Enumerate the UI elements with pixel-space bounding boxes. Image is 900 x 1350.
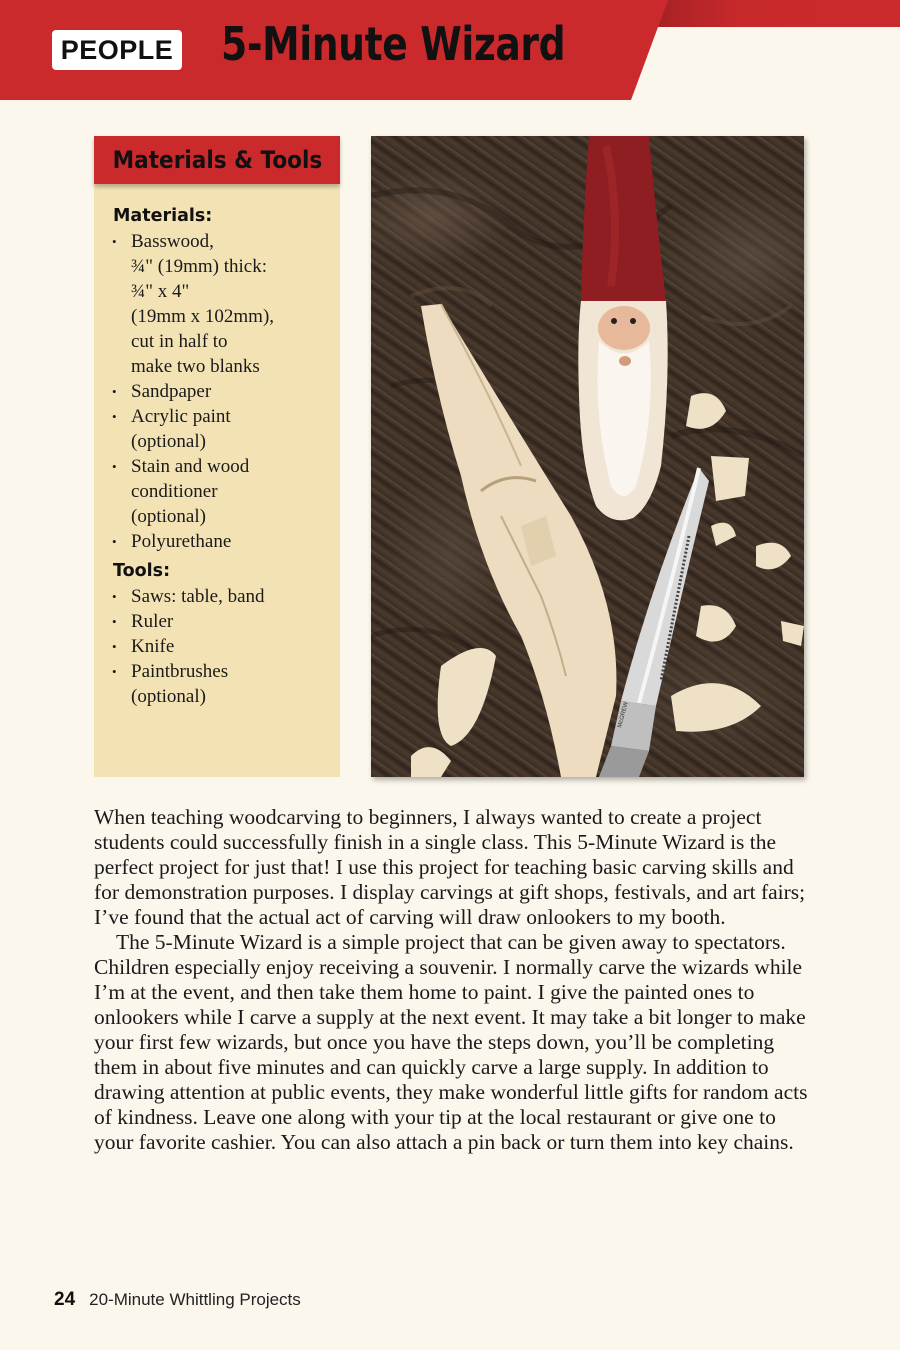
knife-imprint: McGREW bbox=[617, 701, 630, 729]
list-item bbox=[113, 634, 333, 659]
list-item bbox=[113, 609, 333, 634]
list-item-line: conditioner bbox=[131, 481, 218, 502]
materials-heading: Materials: bbox=[113, 206, 213, 226]
materials-tools-content bbox=[113, 204, 333, 709]
list-item-line: Polyurethane bbox=[131, 531, 232, 552]
list-item bbox=[113, 404, 333, 454]
bullet-icon: • bbox=[112, 384, 117, 399]
materials-list bbox=[113, 229, 333, 554]
book-title: 20-Minute Whittling Projects bbox=[89, 1290, 301, 1309]
list-item-line: cut in half to bbox=[131, 331, 228, 352]
tools-list bbox=[113, 584, 333, 709]
list-item-line: (optional) bbox=[131, 506, 206, 527]
article-body bbox=[94, 805, 809, 1155]
painted-wizard-carving bbox=[578, 136, 667, 520]
list-item-line: Knife bbox=[131, 636, 175, 657]
list-item bbox=[113, 229, 333, 379]
bullet-icon: • bbox=[112, 664, 117, 679]
list-item bbox=[113, 454, 333, 529]
list-item-line: make two blanks bbox=[131, 356, 260, 377]
list-item-line: Basswood, bbox=[131, 231, 214, 252]
section-badge: PEOPLE bbox=[52, 30, 182, 70]
list-item-line: Acrylic paint bbox=[131, 406, 231, 427]
list-item-line: Stain and wood bbox=[131, 456, 250, 477]
paragraph-intro: When teaching woodcarving to beginners, I always wanted to create a project students could successfully finish in a single class. This 5-Minute Wizard is the perfect project for just that! I use this project for teaching basic carving skills and for demonstration purposes. I display carvings at gift shops, festivals, and art fairs; I’ve found that the actual act of carving will draw onlookers to my booth. bbox=[94, 805, 806, 929]
photo-illustration bbox=[371, 136, 804, 777]
list-item-line: (19mm x 102mm), bbox=[131, 306, 275, 327]
list-item-line: Sandpaper bbox=[131, 381, 212, 402]
list-item-line: (optional) bbox=[131, 431, 206, 452]
materials-tools-heading-text: Materials & Tools bbox=[112, 146, 322, 174]
list-item-line: Saws: table, band bbox=[131, 586, 265, 607]
page-footer bbox=[54, 1289, 301, 1311]
paragraph-giveaway: The 5-Minute Wizard is a simple project that can be given away to spectators. Children especially enjoy receiving a souvenir. I normally carve the wizards while I’m at the event, and then take them home to paint. I give the painted ones to onlookers while I carve a supply at the next event. It may take a bit longer to make your first few wizards, but once you have the steps down, you’ll be completing them in about five minutes and can quickly carve a large supply. In addition to drawing attention at public events, they make wonderful little gifts for random acts of kindness. Leave one along with your tip at the local restaurant or give one to your favorite cashier. You can also attach a pin back or turn them into key chains. bbox=[94, 930, 808, 1154]
bullet-icon: • bbox=[112, 234, 117, 249]
list-item-line: ¾" x 4" bbox=[131, 281, 190, 302]
page-title: 5-Minute Wizard bbox=[221, 17, 566, 71]
bullet-icon: • bbox=[112, 589, 117, 604]
list-item bbox=[113, 584, 333, 609]
tools-heading: Tools: bbox=[113, 561, 171, 581]
bullet-icon: • bbox=[112, 614, 117, 629]
list-item bbox=[113, 529, 333, 554]
bullet-icon: • bbox=[112, 534, 117, 549]
wizard-carving-photo bbox=[371, 136, 804, 777]
bullet-icon: • bbox=[112, 409, 117, 424]
list-item-line: Paintbrushes bbox=[131, 661, 229, 682]
list-item-line: (optional) bbox=[131, 686, 206, 707]
list-item-line: Ruler bbox=[131, 611, 174, 632]
list-item bbox=[113, 659, 333, 709]
bullet-icon: • bbox=[112, 639, 117, 654]
page-number: 24 bbox=[54, 1289, 76, 1310]
materials-tools-heading bbox=[94, 136, 340, 184]
list-item-line: ¾" (19mm) thick: bbox=[131, 256, 267, 277]
bullet-icon: • bbox=[112, 459, 117, 474]
list-item bbox=[113, 379, 333, 404]
